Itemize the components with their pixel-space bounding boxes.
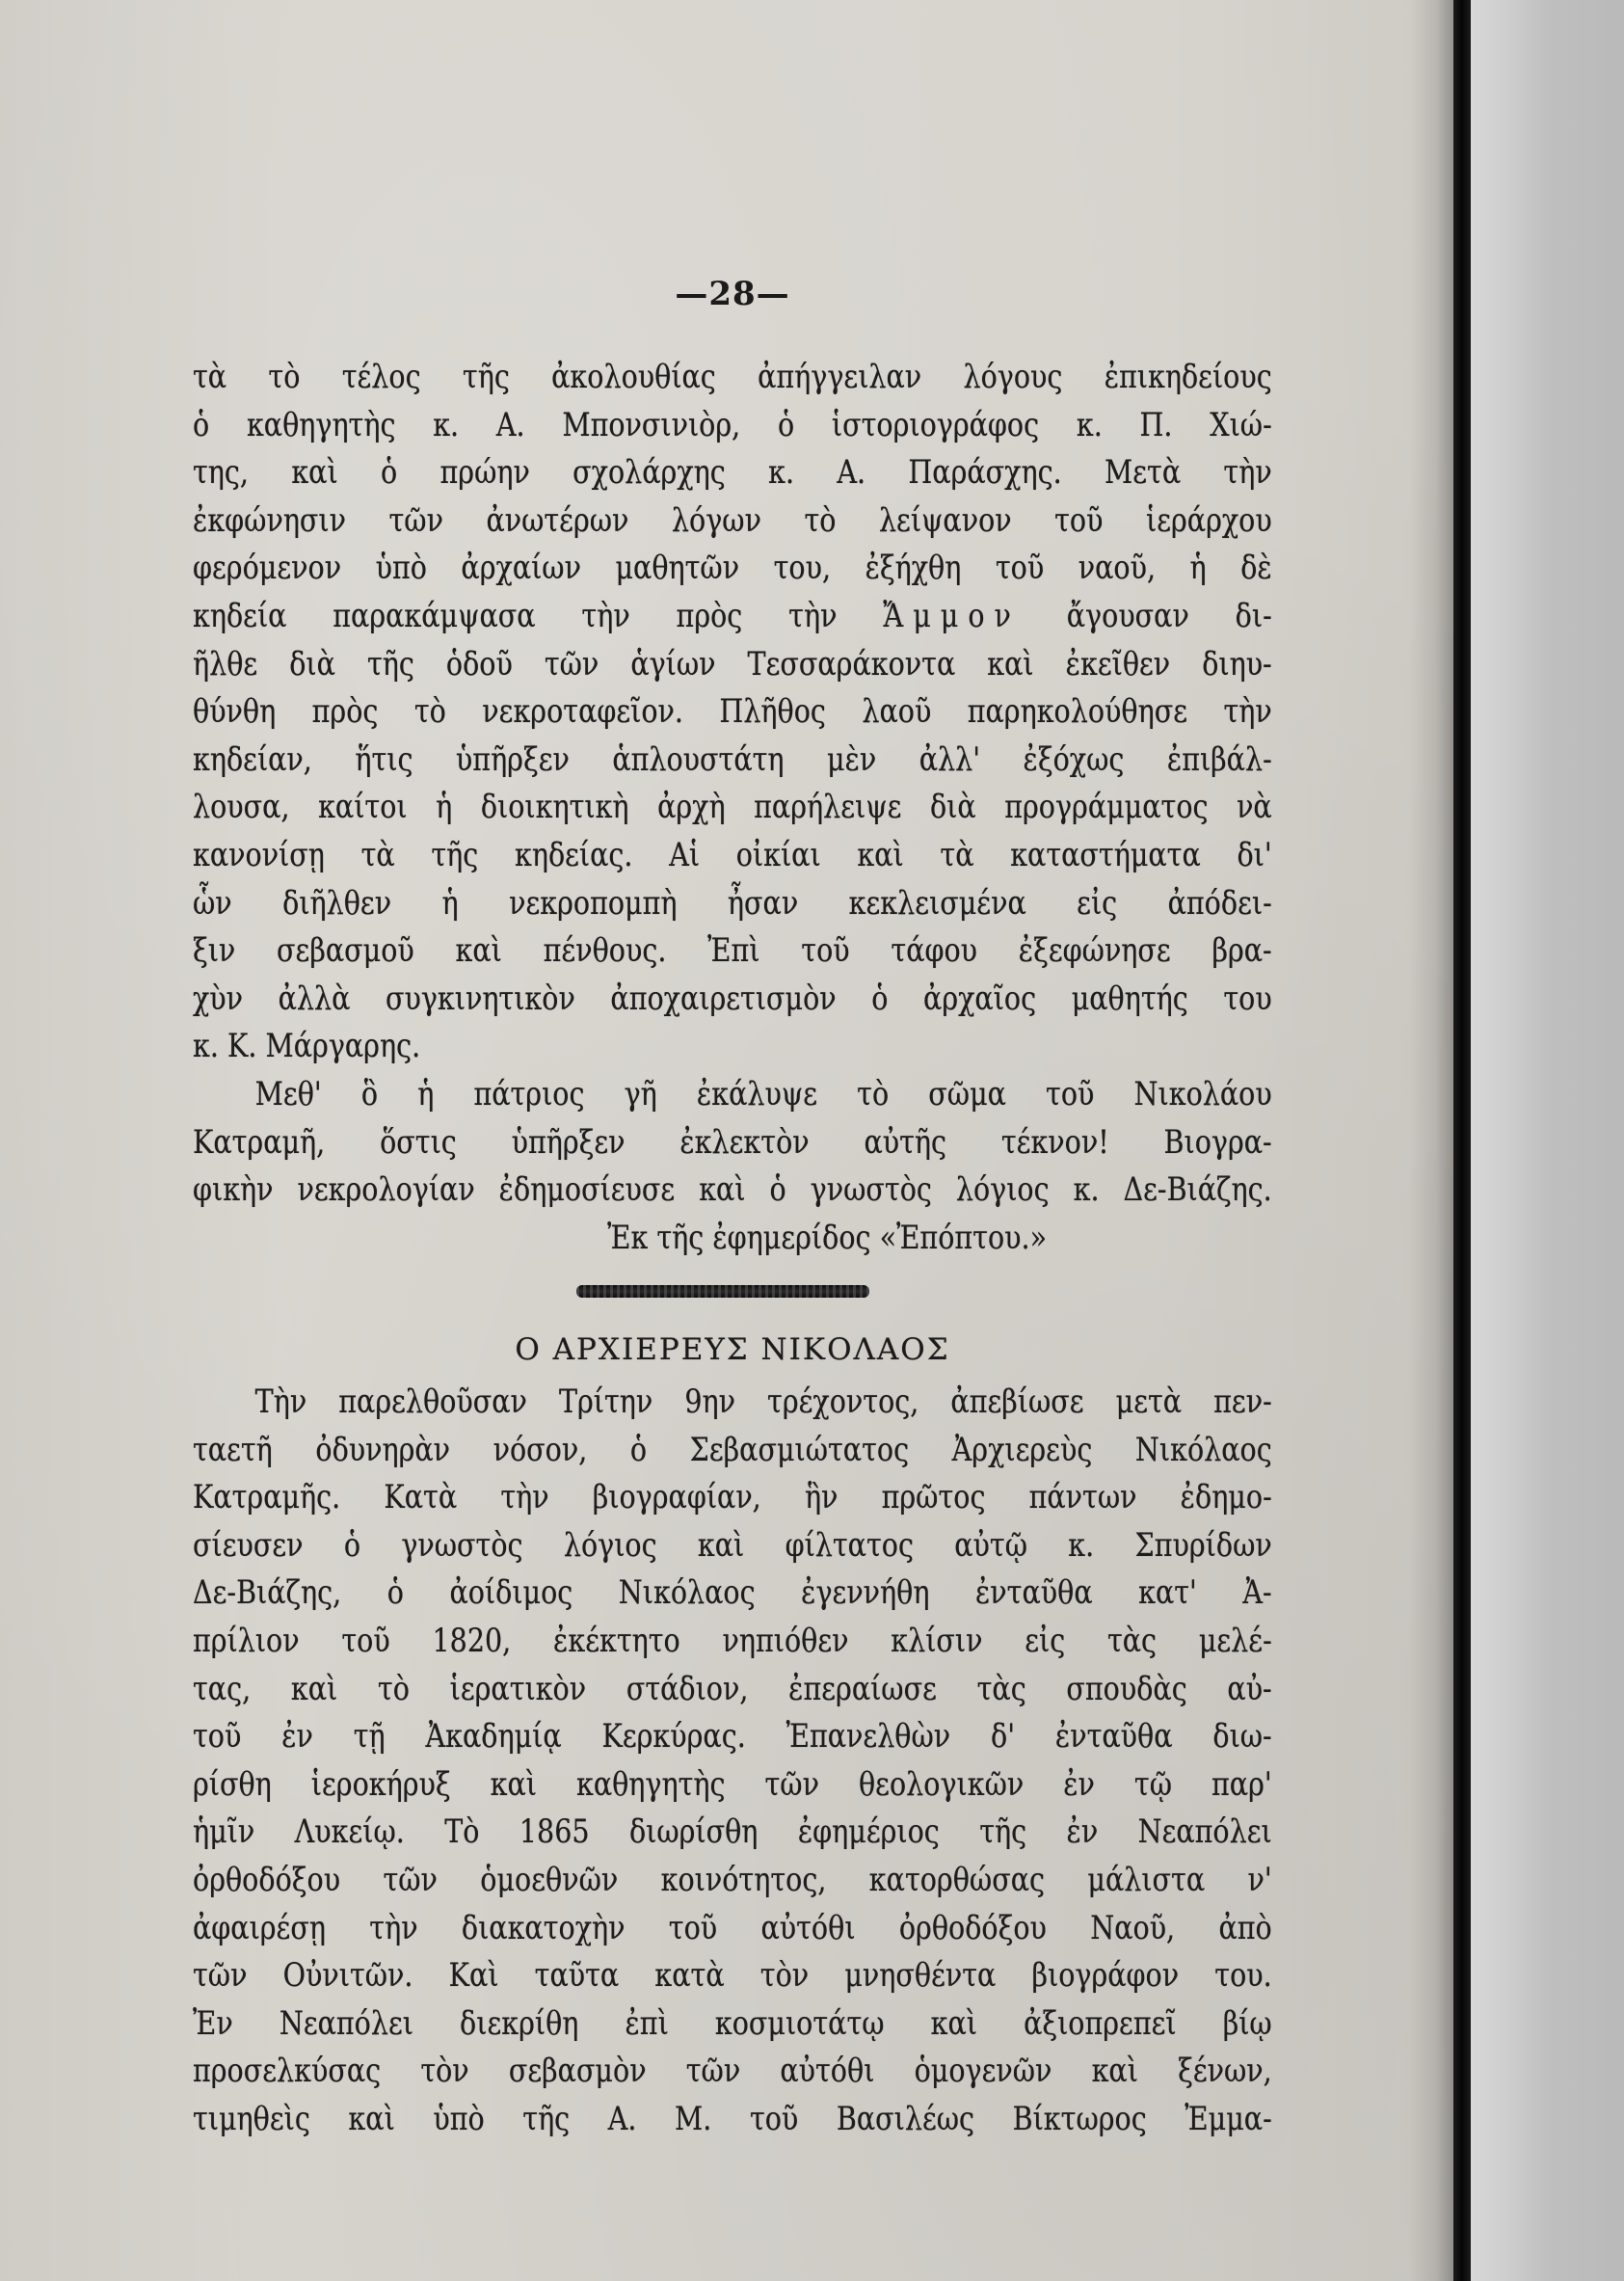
text-line: τῶν Οὐνιτῶν. Καὶ ταῦτα κατὰ τὸν μνησθέντα βιογράφον του.	[193, 1956, 1272, 1996]
text-fragment: κηδεία παρακάμψασα τὴν πρὸς τὴν	[193, 596, 838, 635]
page-number: —28—	[675, 275, 790, 313]
text-fragment: ἄγουσαν δι-	[1066, 596, 1272, 635]
text-line: της, καὶ ὁ πρώην σχολάρχης κ. Α. Παράσχης. Μετὰ τὴν	[193, 453, 1272, 493]
text-line: φικὴν νεκρολογίαν ἐδημοσίευσε καὶ ὁ γνωστὸς λόγιος κ. Δε-Βιάζης.	[193, 1170, 1272, 1210]
section-heading: Ο ΑΡΧΙΕΡΕΥΣ ΝΙΚΟΛΑΟΣ	[515, 1332, 950, 1367]
text-line: Κατραμῆ, ὅστις ὑπῆρξεν ἐκλεκτὸν αὐτῆς τέκνον! Βιογρα-	[193, 1122, 1272, 1162]
text-line: Δε-Βιάζης, ὁ ἀοίδιμος Νικόλαος ἐγεννήθη ἐνταῦθα κατ' Ἀ-	[193, 1573, 1272, 1613]
text-line: ξιν σεβασμοῦ καὶ πένθους. Ἐπὶ τοῦ τάφου ἐξεφώνησε βρα-	[193, 931, 1272, 971]
text-line: τὰ τὸ τέλος τῆς ἀκολουθίας ἀπήγγειλαν λόγους ἐπικηδείους	[193, 358, 1272, 396]
article-continuation	[193, 354, 1478, 1262]
ornamental-rule	[576, 1285, 869, 1298]
text-line: τοῦ ἐν τῇ Ἀκαδημίᾳ Κερκύρας. Ἐπανελθὼν δ' ἐνταῦθα διω-	[193, 1717, 1272, 1757]
paragraph-first-line: Τὴν παρελθοῦσαν Τρίτην 9ην τρέχοντος, ἀπεβίωσε μετὰ πεν-	[254, 1382, 1272, 1421]
text-line: χὺν ἀλλὰ συγκινητικὸν ἀποχαιρετισμὸν ὁ ἀρχαῖος μαθητής του	[193, 979, 1272, 1018]
scan-background	[1471, 0, 1624, 2281]
text-line: κανονίσῃ τὰ τῆς κηδείας. Αἱ οἰκίαι καὶ τὰ καταστήματα δι'	[193, 835, 1272, 874]
text-line: ῆλθε διὰ τῆς ὁδοῦ τῶν ἁγίων Τεσσαράκοντα καὶ ἐκεῖθεν διηυ-	[193, 644, 1272, 684]
text-line	[193, 593, 1272, 641]
paragraph-first-line: Μεθ' ὃ ἡ πάτριος γῆ ἐκάλυψε τὸ σῶμα τοῦ Νικολάου	[254, 1074, 1272, 1114]
source-attribution: Ἐκ τῆς ἐφημερίδος «Ἐπόπτου.»	[607, 1218, 1048, 1257]
obituary-article	[193, 1379, 1478, 2144]
text-line: φερόμενον ὑπὸ ἀρχαίων μαθητῶν του, ἐξήχθη τοῦ ναοῦ, ἡ δὲ	[193, 549, 1272, 588]
text-line: ἀφαιρέσῃ τὴν διακατοχὴν τοῦ αὐτόθι ὀρθοδόξου Ναοῦ, ἀπὸ	[193, 1908, 1272, 1947]
text-line: προσελκύσας τὸν σεβασμὸν τῶν αὐτόθι ὁμογενῶν καὶ ξένων,	[193, 2052, 1272, 2091]
text-line: κηδείαν, ἥτις ὑπῆρξεν ἁπλουστάτη μὲν ἀλλ' ἐξόχως ἐπιβάλ-	[193, 739, 1272, 779]
text-line: ὀρθοδόξου τῶν ὁμοεθνῶν κοινότητος, κατορθώσας μάλιστα ν'	[193, 1860, 1272, 1899]
text-line: ὁ καθηγητὴς κ. Α. Μπονσινιὸρ, ὁ ἱστοριογράφος κ. Π. Χιώ-	[193, 405, 1272, 444]
text-line: ἐκφώνησιν τῶν ἀνωτέρων λόγων τὸ λείψανον τοῦ ἱεράρχου	[193, 500, 1272, 540]
text-line: θύνθη πρὸς τὸ νεκροταφεῖον. Πλῆθος λαοῦ παρηκολούθησε τὴν	[193, 692, 1272, 732]
spaced-word: Ἄμμον	[883, 596, 1021, 635]
text-line: τιμηθεὶς καὶ ὑπὸ τῆς Α. Μ. τοῦ Βασιλέως Βίκτωρος Ἐμμα-	[193, 2099, 1272, 2138]
text-line: τας, καὶ τὸ ἱερατικὸν στάδιον, ἐπεραίωσε τὰς σπουδὰς αὐ-	[193, 1669, 1272, 1708]
text-line: κ. Κ. Μάργαρης.	[193, 1027, 421, 1066]
text-line: ρίσθη ἱεροκήρυξ καὶ καθηγητὴς τῶν θεολογικῶν ἐν τῷ παρ'	[193, 1764, 1272, 1804]
text-line: ἡμῖν Λυκείῳ. Τὸ 1865 διωρίσθη ἐφημέριος τῆς ἐν Νεαπόλει	[193, 1812, 1272, 1852]
text-line: Ἐν Νεαπόλει διεκρίθη ἐπὶ κοσμιοτάτῳ καὶ ἀξιοπρεπεῖ βίῳ	[193, 2003, 1272, 2043]
text-line: ὧν διῆλθεν ἡ νεκροπομπὴ ἦσαν κεκλεισμένα εἰς ἀπόδει-	[193, 883, 1272, 923]
text-line: ταετῆ ὀδυνηρὰν νόσον, ὁ Σεβασμιώτατος Ἀρχιερεὺς Νικόλαος	[193, 1430, 1272, 1469]
text-line: πρίλιον τοῦ 1820, ἐκέκτητο νηπιόθεν κλίσιν εἰς τὰς μελέ-	[193, 1621, 1272, 1660]
text-line: σίευσεν ὁ γνωστὸς λόγιος καὶ φίλτατος αὐτῷ κ. Σπυρίδων	[193, 1525, 1272, 1565]
text-line: λουσα, καίτοι ἡ διοικητικὴ ἀρχὴ παρήλειψε διὰ προγράμματος νὰ	[193, 788, 1272, 827]
text-line: Κατραμῆς. Κατὰ τὴν βιογραφίαν, ἣν πρῶτος πάντων ἐδημο-	[193, 1478, 1272, 1517]
